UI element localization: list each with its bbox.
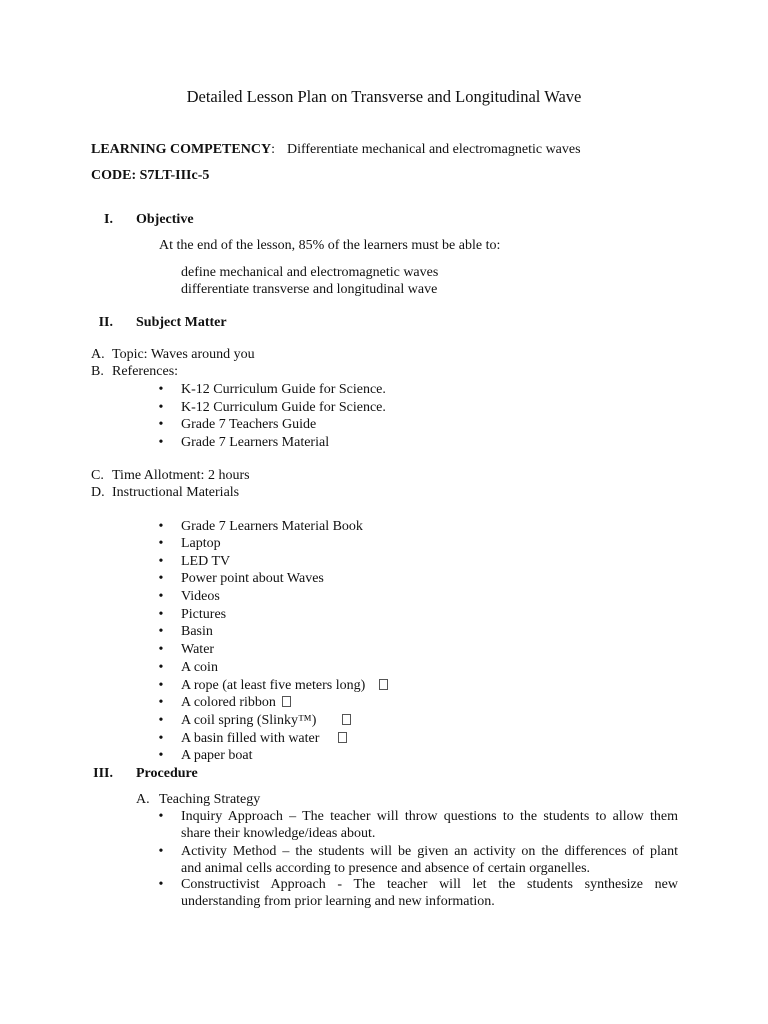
- material-item: [181, 694, 291, 712]
- bullet-icon: •: [158, 589, 164, 604]
- bullet-icon: •: [158, 748, 164, 763]
- objective-item: define mechanical and electromagnetic waves: [181, 265, 439, 280]
- materials-letter: D.: [91, 485, 105, 500]
- strategy-item-line: and animal cells according to presence and absence of certain organelles.: [181, 861, 591, 876]
- document-title: Detailed Lesson Plan on Transverse and Longitudinal Wave: [186, 87, 582, 106]
- material-item: A paper boat: [181, 748, 253, 763]
- material-item-text: A colored ribbon: [181, 695, 276, 710]
- bullet-icon: •: [158, 554, 164, 569]
- section-heading-subject-matter: Subject Matter: [136, 315, 227, 330]
- material-item: Power point about Waves: [181, 571, 324, 586]
- objective-item: differentiate transverse and longitudinal wave: [181, 282, 438, 297]
- competency-value: Differentiate mechanical and electromagnetic waves: [286, 142, 581, 157]
- material-item-text: A rope (at least five meters long): [181, 678, 366, 693]
- material-item: Laptop: [181, 536, 221, 551]
- material-item: A coin: [181, 660, 218, 675]
- strategy-letter: A.: [136, 792, 150, 807]
- bullet-icon: •: [158, 624, 164, 639]
- bullet-icon: •: [158, 713, 164, 728]
- material-item: Basin: [181, 624, 213, 639]
- bullet-icon: •: [158, 435, 164, 450]
- reference-item: Grade 7 Teachers Guide: [181, 417, 317, 432]
- bullet-icon: •: [158, 571, 164, 586]
- time-letter: C.: [91, 468, 104, 483]
- code-line: CODE: S7LT-IIIc-5: [91, 168, 210, 183]
- bullet-icon: •: [158, 660, 164, 675]
- strategy-item-line: share their knowledge/ideas about.: [181, 826, 376, 841]
- time-text: Time Allotment: 2 hours: [112, 468, 250, 483]
- bullet-icon: •: [158, 400, 164, 415]
- missing-glyph-box-icon: [342, 714, 351, 725]
- strategy-item-line: Inquiry Approach – The teacher will throw questions to the students to allow them: [181, 809, 678, 824]
- material-item: [181, 730, 347, 748]
- references-text: References:: [112, 364, 179, 379]
- competency-line: [91, 141, 581, 159]
- missing-glyph-box-icon: [379, 679, 388, 690]
- section-numeral: I.: [104, 212, 113, 227]
- material-item: Grade 7 Learners Material Book: [181, 519, 363, 534]
- bullet-icon: •: [158, 642, 164, 657]
- material-item: Videos: [181, 589, 220, 604]
- bullet-icon: •: [158, 519, 164, 534]
- strategy-item-line: understanding from prior learning and new information.: [181, 894, 495, 909]
- reference-item: K-12 Curriculum Guide for Science.: [181, 382, 386, 397]
- topic-text: Topic: Waves around you: [112, 347, 255, 362]
- strategy-item-line: Activity Method – the students will be given an activity on the differences of plant: [181, 844, 678, 859]
- section-heading-objective: Objective: [136, 212, 194, 227]
- objective-intro: At the end of the lesson, 85% of the learners must be able to:: [159, 238, 501, 253]
- bullet-icon: •: [158, 417, 164, 432]
- section-heading-procedure: Procedure: [136, 766, 198, 781]
- competency-colon: :: [271, 142, 275, 157]
- bullet-icon: •: [158, 536, 164, 551]
- reference-item: Grade 7 Learners Material: [181, 435, 330, 450]
- bullet-icon: •: [158, 809, 164, 824]
- strategy-text: Teaching Strategy: [159, 792, 261, 807]
- material-item: [181, 712, 351, 730]
- competency-label: LEARNING COMPETENCY: [91, 142, 272, 157]
- bullet-icon: •: [158, 607, 164, 622]
- topic-letter: A.: [91, 347, 105, 362]
- missing-glyph-box-icon: [338, 732, 347, 743]
- material-item-text: A coil spring (Slinky™): [181, 713, 317, 728]
- bullet-icon: •: [158, 695, 164, 710]
- material-item-text: A basin filled with water: [181, 731, 320, 746]
- references-letter: B.: [91, 364, 104, 379]
- bullet-icon: •: [158, 382, 164, 397]
- bullet-icon: •: [158, 731, 164, 746]
- material-item: LED TV: [181, 554, 231, 569]
- bullet-icon: •: [158, 844, 164, 859]
- materials-text: Instructional Materials: [112, 485, 240, 500]
- section-numeral: II.: [98, 315, 113, 330]
- missing-glyph-box-icon: [282, 696, 291, 707]
- bullet-icon: •: [158, 877, 164, 892]
- bullet-icon: •: [158, 678, 164, 693]
- section-numeral: III.: [93, 766, 113, 781]
- material-item: Water: [181, 642, 215, 657]
- reference-item: K-12 Curriculum Guide for Science.: [181, 400, 386, 415]
- material-item: Pictures: [181, 607, 227, 622]
- material-item: [181, 677, 388, 695]
- strategy-item-line: Constructivist Approach - The teacher will let the students synthesize new: [181, 877, 678, 892]
